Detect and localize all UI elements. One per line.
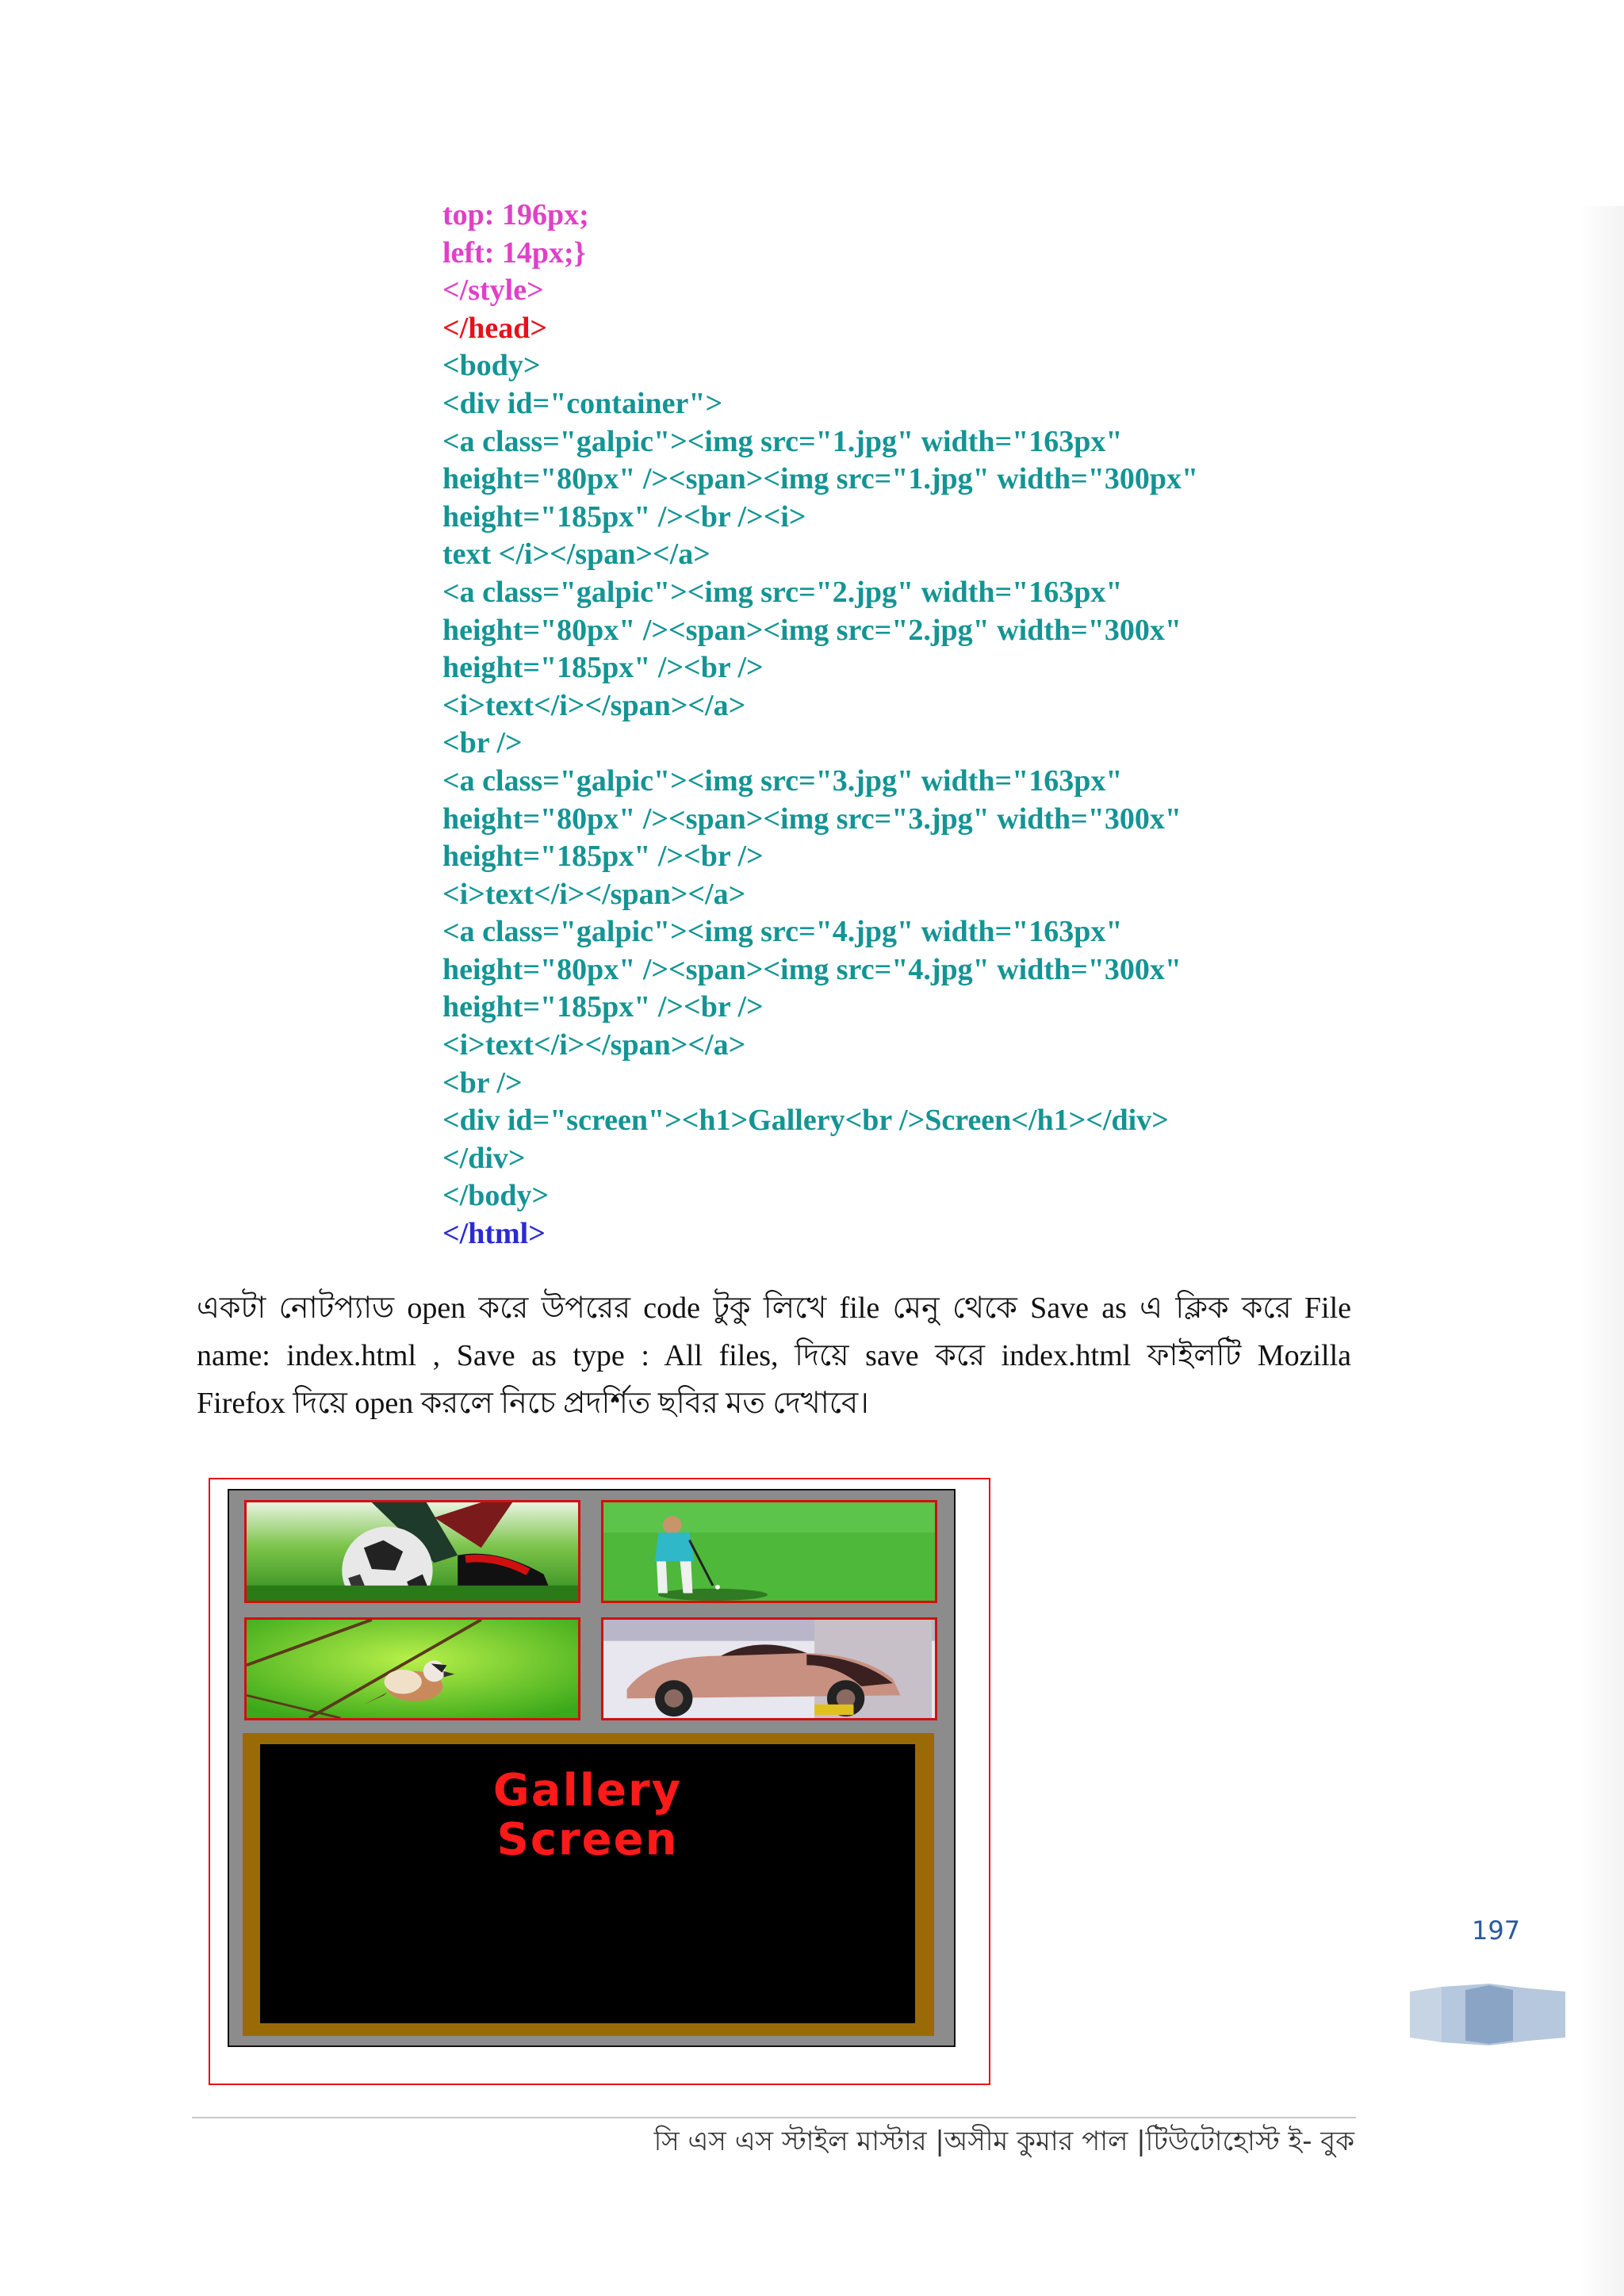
gallery-thumb-bird[interactable] [244,1617,580,1720]
paragraph-line: Firefox দিয়ে open করলে নিচে প্রদর্শিত ছবির মত দেখাবে। [197,1387,869,1420]
code-line: <body> [442,349,541,383]
code-listing [442,197,1473,1253]
code-line: <a class="galpic"><img src="2.jpg" width="163px" [442,575,1123,609]
gallery-screen-heading [260,1766,915,1865]
code-line: height="80px" /><span><img src="3.jpg" width="300x" [442,802,1182,836]
footer-text: সি এস এস স্টাইল মাস্টার |অসীম কুমার পাল |টিউটোহোস্ট ই- বুক [653,2126,1354,2157]
footer-divider [192,2117,1356,2118]
code-line: height="185px" /><br /> [442,651,764,685]
code-line: <a class="galpic"><img src="1.jpg" width="163px" [442,424,1123,458]
code-line: <a class="galpic"><img src="4.jpg" width="163px" [442,915,1123,949]
code-line: left: 14px;} [442,235,586,270]
code-line: height="80px" /><span><img src="1.jpg" width="300px" [442,462,1199,496]
code-line: </head> [442,311,547,345]
golfer-image [603,1502,935,1601]
code-line: height="80px" /><span><img src="4.jpg" width="300x" [442,952,1182,986]
code-line: <br /> [442,726,523,760]
paragraph-line: name: index.html , Save as type : All files, দিয়ে save করে index.html ফাইলটি Mozilla [197,1339,1351,1372]
code-line: <br /> [442,1066,523,1100]
gallery-thumb-football[interactable] [244,1500,580,1603]
code-line: <i>text</i></span></a> [442,877,746,911]
vintage-car-image [603,1620,935,1718]
bird-image [247,1620,578,1718]
page-edge-shadow [1578,206,1624,2296]
code-line: </div> [442,1141,526,1175]
code-line: </html> [442,1217,546,1251]
code-line: <div id="container"> [442,386,723,420]
page-corner-ribbon-icon [1410,1984,1565,2045]
code-line: height="185px" /><br /><i> [442,499,806,534]
code-line: <div id="screen"><h1>Gallery<br />Screen</h1></div> [442,1104,1169,1138]
gallery-thumb-golfer[interactable] [601,1500,937,1603]
code-line: height="185px" /><br /> [442,990,764,1024]
code-line: height="80px" /><span><img src="2.jpg" width="300x" [442,613,1182,647]
football-image [247,1502,578,1601]
code-line: top: 196px; [442,198,589,232]
code-line: </body> [442,1179,550,1213]
page-number: 197 [1472,1915,1521,1946]
screen-title-line: Screen [496,1814,679,1866]
paragraph-line: একটা নোটপ্যাড open করে উপরের code টুকু লিখে file মেনু থেকে Save as এ ক্লিক করে File [197,1292,1351,1325]
code-line: <a class="galpic"><img src="3.jpg" width="163px" [442,763,1123,798]
code-line: <i>text</i></span></a> [442,1028,746,1062]
code-line: height="185px" /><br /> [442,840,764,874]
gallery-thumb-vintage-car[interactable] [601,1617,937,1720]
instruction-paragraph [197,1284,1351,1427]
code-line: text </i></span></a> [442,538,710,572]
screen-title-line: Gallery [492,1765,683,1816]
code-line: </style> [442,274,544,308]
code-line: <i>text</i></span></a> [442,688,746,722]
